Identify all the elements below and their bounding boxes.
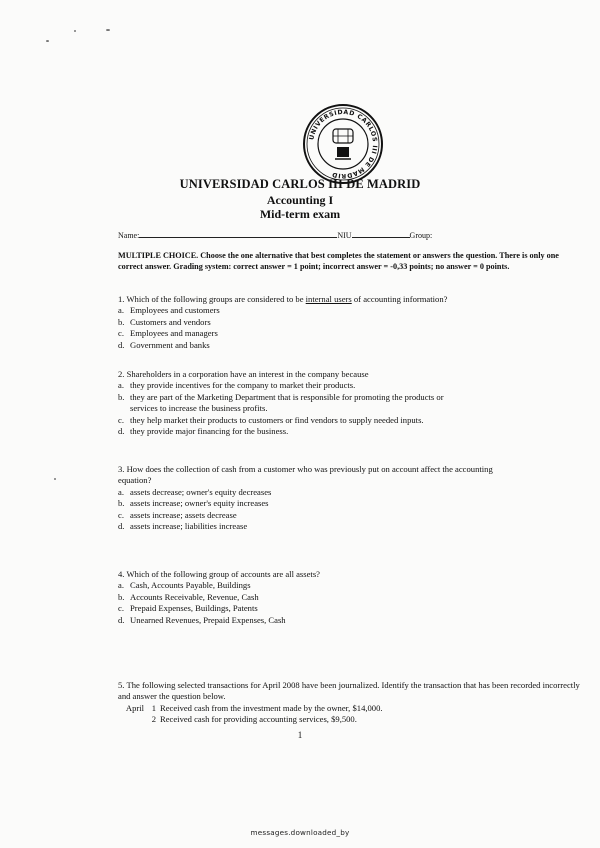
option-letter: b. bbox=[118, 498, 125, 509]
question-3-text: 3. How does the collection of cash from a customer who was previously put on account affect the accounting equation? bbox=[118, 464, 493, 486]
option-letter: a. bbox=[118, 305, 124, 316]
question-1-emphasis: internal users bbox=[305, 294, 352, 304]
option-text: they are part of the Marketing Department that is responsible for promoting the products or services to increase the business profits. bbox=[130, 391, 444, 414]
scan-speck bbox=[54, 478, 56, 480]
transaction-day: 1 bbox=[151, 702, 156, 713]
option-letter: c. bbox=[118, 603, 124, 614]
option-text: they provide major financing for the business. bbox=[130, 426, 289, 437]
course-title: Accounting I bbox=[266, 193, 334, 207]
question-1-prefix: 1. Which of the following groups are considered to be bbox=[118, 294, 306, 304]
university-title: UNIVERSIDAD CARLOS III DE MADRID bbox=[179, 177, 421, 191]
option-letter: c. bbox=[118, 414, 124, 425]
question-2 bbox=[118, 369, 468, 437]
question-2-option-b[interactable] bbox=[118, 392, 468, 415]
question-4 bbox=[118, 569, 580, 626]
seal-ring-text: UNIVERSIDAD CARLOS III DE MADRID bbox=[308, 108, 379, 180]
option-text: Unearned Revenues, Prepaid Expenses, Cash bbox=[130, 614, 286, 625]
question-4-option-a[interactable] bbox=[118, 580, 580, 591]
transaction-month bbox=[114, 714, 148, 725]
option-text: assets decrease; owner's equity decreases bbox=[130, 486, 272, 497]
question-4-option-c[interactable] bbox=[118, 603, 580, 614]
question-3 bbox=[118, 464, 528, 532]
instructions: MULTIPLE CHOICE. Choose the one alternative that best completes the statement or answers the question. There is only one correct answer. Grading system: correct answer = 1 point; incorrect answer = -0,33 points; no answer = 0 points. bbox=[118, 251, 559, 271]
transaction-day: 2 bbox=[151, 714, 156, 725]
option-letter: c. bbox=[118, 509, 124, 520]
question-4-text: 4. Which of the following group of accounts are all assets? bbox=[118, 569, 320, 579]
option-text: assets increase; liabilities increase bbox=[130, 521, 248, 532]
option-text: assets increase; owner's equity increases bbox=[130, 498, 269, 509]
university-seal-logo bbox=[302, 103, 384, 185]
page-number: 1 bbox=[297, 730, 303, 740]
option-text: they provide incentives for the company to market their products. bbox=[130, 380, 356, 391]
scan-speck bbox=[46, 40, 49, 42]
option-text: Employees and customers bbox=[130, 305, 220, 316]
scan-speck bbox=[106, 29, 110, 31]
question-4-option-d[interactable] bbox=[118, 615, 580, 626]
option-letter: d. bbox=[118, 614, 125, 625]
question-1-option-c[interactable] bbox=[118, 328, 580, 339]
question-3-option-c[interactable] bbox=[118, 510, 528, 521]
option-letter: a. bbox=[118, 580, 124, 591]
option-letter: b. bbox=[118, 316, 125, 327]
question-3-option-b[interactable] bbox=[118, 498, 528, 509]
option-letter: d. bbox=[118, 339, 125, 350]
option-letter: a. bbox=[118, 486, 124, 497]
option-text: Prepaid Expenses, Buildings, Patents bbox=[130, 603, 258, 614]
download-footer: messages.downloaded_by bbox=[250, 828, 350, 837]
option-text: Accounts Receivable, Revenue, Cash bbox=[130, 591, 259, 602]
question-1-text bbox=[118, 294, 580, 305]
option-letter: b. bbox=[118, 391, 125, 402]
question-2-option-a[interactable] bbox=[118, 380, 580, 391]
transaction-text: Received cash from the investment made by the owner, $14,000. bbox=[160, 702, 383, 713]
option-text: Customers and vendors bbox=[130, 316, 211, 327]
transaction-row bbox=[114, 714, 580, 725]
question-1 bbox=[118, 294, 580, 351]
question-1-option-d[interactable] bbox=[118, 340, 580, 351]
question-5-text: 5. The following selected transactions for April 2008 have been journalized. Identify the transaction that has been recorded incorrectly and answer the question below. bbox=[118, 680, 580, 702]
question-3-option-a[interactable] bbox=[118, 487, 528, 498]
question-1-suffix: of accounting information? bbox=[351, 294, 448, 304]
transaction-row bbox=[114, 703, 580, 714]
student-info-line bbox=[118, 229, 578, 240]
option-letter: d. bbox=[118, 426, 125, 437]
option-letter: d. bbox=[118, 521, 125, 532]
question-1-option-b[interactable] bbox=[118, 317, 580, 328]
niu-field[interactable] bbox=[352, 229, 410, 238]
option-text: Cash, Accounts Payable, Buildings bbox=[130, 580, 251, 591]
niu-label: NIU bbox=[337, 231, 352, 240]
option-text: assets increase; assets decrease bbox=[130, 509, 237, 520]
exam-title: Mid-term exam bbox=[259, 207, 341, 221]
question-2-option-c[interactable] bbox=[118, 415, 468, 426]
transaction-month: April bbox=[125, 702, 144, 713]
option-text: they help market their products to customers or find vendors to supply needed inputs. bbox=[130, 414, 424, 425]
name-field[interactable] bbox=[139, 229, 337, 238]
question-4-option-b[interactable] bbox=[118, 592, 580, 603]
option-text: Government and banks bbox=[130, 339, 210, 350]
option-letter: c. bbox=[118, 328, 124, 339]
option-text: Employees and managers bbox=[130, 328, 218, 339]
question-3-option-d[interactable] bbox=[118, 521, 528, 532]
option-letter: b. bbox=[118, 591, 125, 602]
name-label: Name: bbox=[118, 231, 140, 240]
question-1-option-a[interactable] bbox=[118, 305, 580, 316]
option-letter: a. bbox=[118, 380, 124, 391]
question-2-text: 2. Shareholders in a corporation have an interest in the company because bbox=[118, 369, 369, 379]
question-2-option-d[interactable] bbox=[118, 426, 468, 437]
transaction-text: Received cash for providing accounting services, $9,500. bbox=[160, 714, 357, 725]
question-5 bbox=[118, 680, 580, 726]
scan-speck bbox=[74, 30, 76, 32]
group-label: Group: bbox=[409, 231, 433, 240]
